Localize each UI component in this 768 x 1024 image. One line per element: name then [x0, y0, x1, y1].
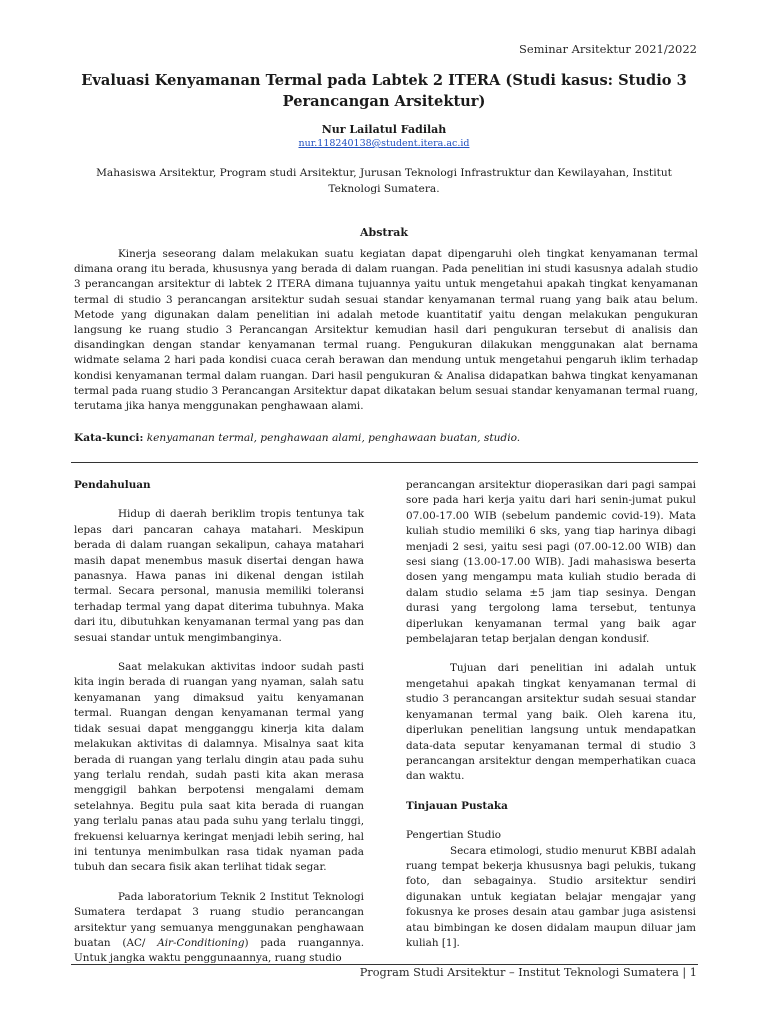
right-column [406, 478, 696, 951]
keywords [74, 432, 698, 444]
abstract-heading: Abstrak [359, 226, 409, 239]
intro-paragraph-1: Hidup di daerah beriklim tropis tentunya tak lepas dari pancaran cahaya matahari. Meskipun berada di dalam ruangan sekalipun, cahaya matahari masih dapat menembus masuk disertai dengan hawa panasnya. Hawa panas ini dikenal dengan istilah termal. Secara personal, manusia memiliki toleransi terhadap termal yang dapat diterima tubuhnya. Maka dari itu, dibutuhkan kenyamanan termal yang pas dan sesuai standar untuk mengimbanginya. [74, 508, 364, 644]
author-name: Nur Lailatul Fadilah [321, 123, 447, 136]
studio-subheading: Pengertian Studio [406, 829, 502, 842]
intro-paragraph-3-italic: Air-Conditioning [157, 936, 245, 949]
intro-paragraph-3-end: ) pada ruangannya. Untuk jangka waktu penggunaannya, ruang studio [74, 936, 365, 965]
literature-heading: Tinjauan Pustaka [406, 799, 508, 812]
intro-paragraph-4: perancangan arsitektur dioperasikan dari pagi sampai sore pada hari kerja yaitu dari hari senin-jumat pukul 07.00-17.00 WIB (sebelum pandemic covid-19). Mata kuliah studio memiliki 6 sks, yang tiap harinya dibagi menjadi 2 sesi, yaitu sesi pagi (07.00-12.00 WIB) dan sesi siang (13.00-17.00 WIB). Jadi mahasiswa beserta dosen yang mengampu mata kuliah studio berada di dalam studio selama ±5 jam tiap sesinya. Dengan durasi yang tergolong lama tersebut, tentunya diperlukan kenyamanan termal yang baik agar pembelajaran tetap berjalan dengan kondusif. [406, 479, 696, 646]
paper-title: Evaluasi Kenyamanan Termal pada Labtek 2 ITERA (Studi kasus: Studio 3 Perancangan Arsitektur) [81, 72, 687, 110]
intro-paragraph-5: Tujuan dari penelitian ini adalah untuk mengetahui apakah tingkat kenyamanan termal di studio 3 perancangan arsitektur sudah sesuai standar kenyamanan termal yang baik. Oleh karena itu, diperlukan penelitian langsung untuk mendapatkan data-data seputar kenyamanan termal di studio 3 perancangan arsitektur dengan memperhatikan cuaca dan waktu. [406, 662, 696, 783]
left-column [74, 478, 364, 967]
intro-paragraph-3-start: Pada laboratorium Teknik 2 Institut Teknologi Sumatera terdapat 3 ruang studio perancangan arsitektur yang semuanya menggunakan penghawaan buatan (AC/ [74, 890, 364, 949]
section-divider [71, 462, 698, 463]
literature-paragraph-1: Secara etimologi, studio menurut KBBI adalah ruang tempat bekerja khususnya bagi pelukis, tukang foto, dan sebagainya. Studio arsitektur sendiri digunakan untuk kegiatan belajar mengajar yang fokusnya ke proses desain atau gambar juga asistensi atau bimbingan ke dosen didalam maupun diluar jam kuliah [1]. [406, 844, 696, 949]
intro-paragraph-2: Saat melakukan aktivitas indoor sudah pasti kita ingin berada di ruangan yang nyaman, salah satu kenyamanan yang dimaksud yaitu kenyamanan termal. Ruangan dengan kenyamanan termal yang tidak sesuai dapat mengganggu kinerja kita dalam melakukan aktivitas di dalamnya. Misalnya saat kita berada di ruangan yang terlalu dingin atau pada suhu yang terlalu rendah, sudah pasti kita akan merasa menggigil bahkan berpotensi mengalami demam setelahnya. Begitu pula saat kita berada di ruangan yang terlalu panas atau pada suhu yang terlalu tinggi, frekuensi keluarnya keringat menjadi lebih sering, hal ini tentunya menimbulkan rasa tidak nyaman pada tubuh dan secara fisik akan terlihat tidak segar. [74, 661, 364, 874]
conference-header: Seminar Arsitektur 2021/2022 [518, 42, 697, 56]
footer-divider [71, 964, 698, 965]
keywords-label: Kata-kunci: [74, 432, 144, 444]
keywords-text: kenyamanan termal, penghawaan alami, penghawaan buatan, studio. [146, 432, 521, 444]
intro-heading: Pendahuluan [74, 479, 151, 491]
intro-paragraph-3 [74, 890, 364, 967]
abstract-text: Kinerja seseorang dalam melakukan suatu kegiatan dapat dipengaruhi oleh tingkat kenyamanan termal dimana orang itu berada, khususnya yang berada di dalam ruangan. Pada penelitian ini studi kasusnya adalah studio 3 perancangan arsitektur di labtek 2 ITERA dimana tujuannya yaitu untuk mengetahui apakah tingkat kenyamanan termal di studio 3 perancangan arsitektur sudah sesuai standar kenyamanan termal ruang yang baik atau belum. Metode yang digunakan dalam penelitian ini adalah metode kuantitatif yaitu dengan melakukan pengukuran langsung ke ruang studio 3 Perancangan Arsitektur kemudian hasil dari pengukuran tersebut di analisis dan disandingkan dengan standar kenyamanan termal ruang. Pengukuran dilakukan menggunakan alat bernama widmate selama 2 hari pada kondisi cuaca cerah berawan dan mendung untuk mengetahui pengaruh iklim terhadap kondisi kenyamanan termal dalam ruangan. Dari hasil pengukuran & Analisa didapatkan bahwa tingkat kenyamanan termal pada ruang studio 3 Perancangan Arsitektur dapat dikatakan belum sesuai standar kenyamanan termal ruang, terutama jika hanya menggunakan penghawaan alami. [74, 248, 698, 413]
author-affiliation: Mahasiswa Arsitektur, Program studi Arsitektur, Jurusan Teknologi Infrastruktur dan Kewilayahan, Institut Teknologi Sumatera. [96, 167, 672, 195]
author-email-link[interactable]: nur.118240138@student.itera.ac.id [298, 138, 470, 149]
page-footer: Program Studi Arsitektur – Institut Teknologi Sumatera | 1 [359, 966, 697, 979]
